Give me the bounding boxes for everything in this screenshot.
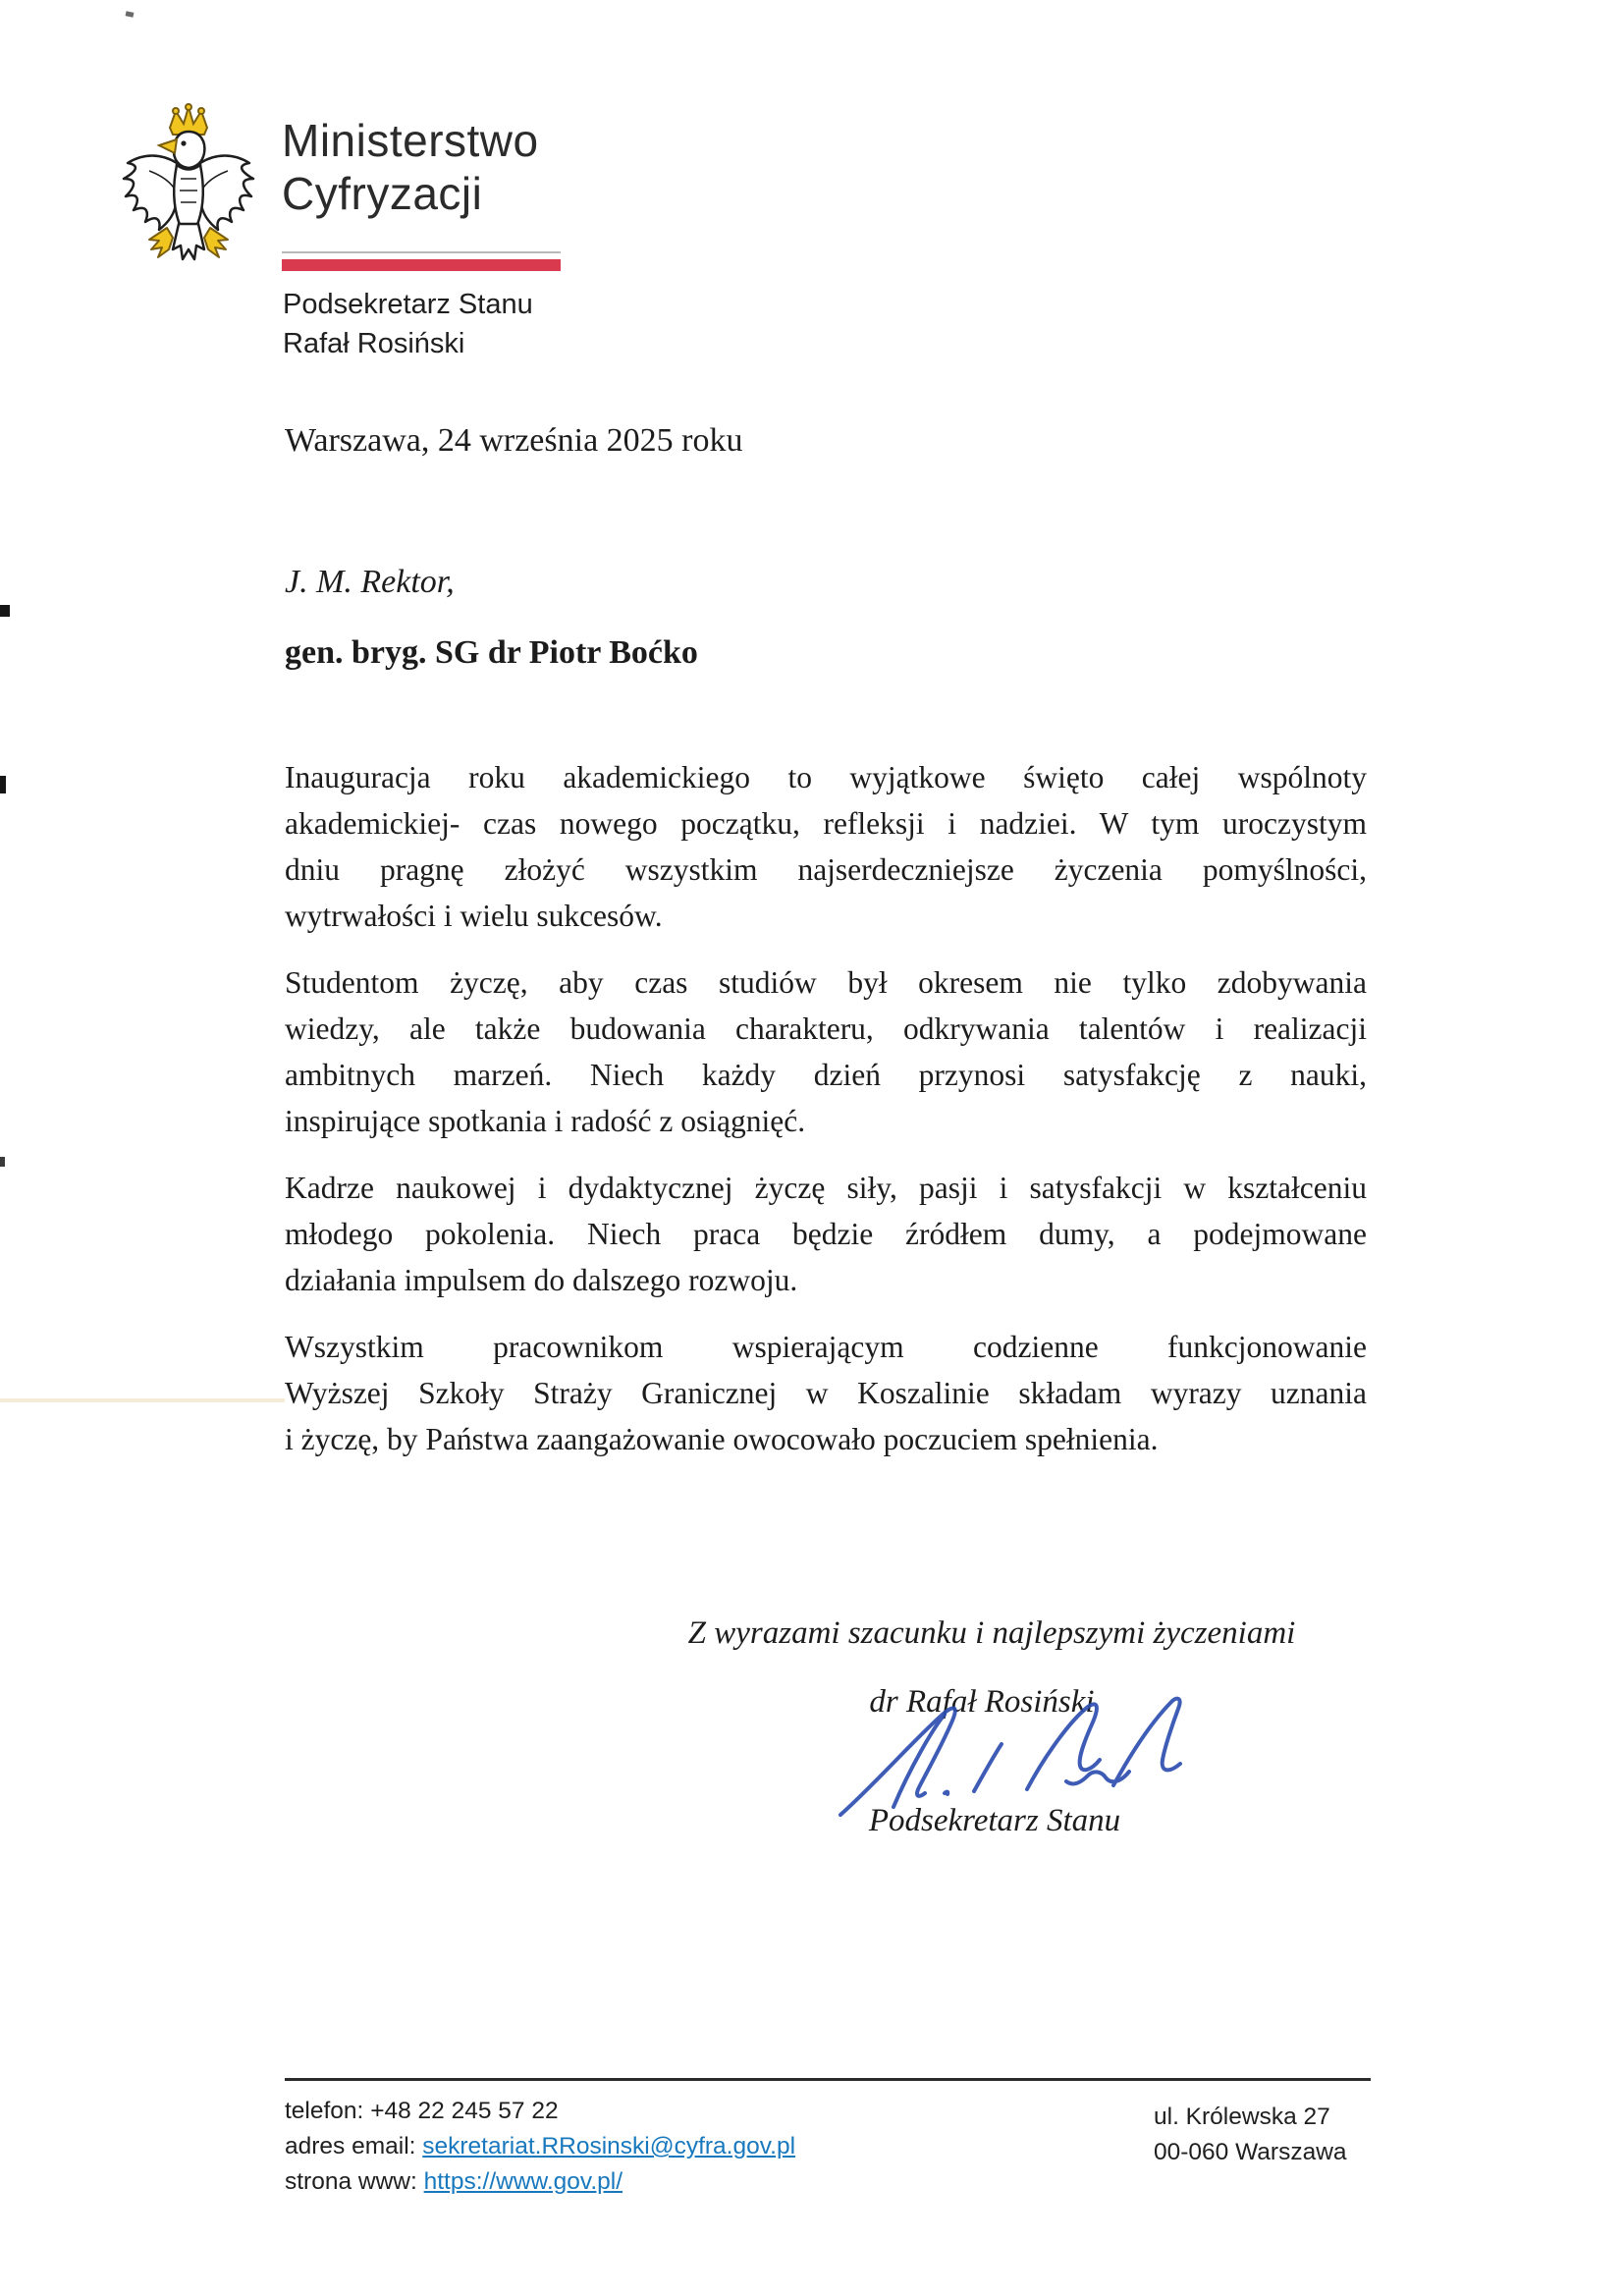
ministry-title — [282, 114, 539, 220]
addressee-role: J. M. Rektor, — [285, 564, 455, 600]
body-line: działania impulsem do dalszego rozwoju. — [285, 1263, 798, 1297]
scan-speck — [0, 776, 6, 793]
body-line: wytrwałości i wielu sukcesów. — [285, 899, 663, 933]
body-line: Inauguracja roku akademickiego to wyjątkowe święto całej wspólnoty — [285, 760, 1367, 794]
letter-body — [285, 754, 1367, 1483]
footer-address-block — [1154, 2100, 1347, 2170]
phone-label: telefon: — [285, 2098, 364, 2124]
body-line: wiedzy, ale także budowania charakteru, odkrywania talentów i realizacji — [285, 1011, 1367, 1046]
body-line: dniu pragnę złożyć wszystkim najserdeczniejsze życzenia pomyślności, — [285, 852, 1367, 887]
email-link[interactable]: sekretariat.RRosinski@cyfra.gov.pl — [422, 2133, 796, 2159]
sender-title: Podsekretarz Stanu — [283, 289, 533, 320]
body-paragraph — [285, 1165, 1367, 1303]
www-label: strona www: — [285, 2168, 417, 2195]
body-line: młodego pokolenia. Niech praca będzie źródłem dumy, a podejmowane — [285, 1217, 1367, 1251]
body-line: i życzę, by Państwa zaangażowanie owocowało poczuciem spełnienia. — [285, 1422, 1159, 1456]
body-line: Wyższej Szkoły Straży Granicznej w Koszalinie składam wyrazy uznania — [285, 1376, 1367, 1410]
closing-salutation: Z wyrazami szacunku i najlepszymi życzeniami — [687, 1615, 1296, 1651]
ministry-title-line1: Ministerstwo — [282, 115, 539, 166]
ministry-title-line2: Cyfryzacji — [282, 168, 483, 219]
address-street: ul. Królewska 27 — [1154, 2104, 1330, 2130]
sender-name: Rafał Rosiński — [283, 328, 465, 359]
body-paragraph — [285, 754, 1367, 939]
scan-speck — [126, 11, 135, 18]
footer-divider — [285, 2078, 1371, 2081]
signer-title: Podsekretarz Stanu — [868, 1803, 1121, 1838]
dateline: Warszawa, 24 września 2025 roku — [285, 422, 743, 459]
scan-speck — [0, 1157, 5, 1167]
email-label: adres email: — [285, 2133, 416, 2159]
footer-www-row — [285, 2164, 795, 2200]
body-paragraph — [285, 959, 1367, 1144]
sender-block — [283, 285, 533, 363]
body-line: Wszystkim pracownikom wspierającym codzienne funkcjonowanie — [285, 1330, 1367, 1364]
signer-name: dr Rafał Rosiński — [869, 1684, 1095, 1720]
body-line: akademickiej- czas nowego początku, refleksji i nadziei. W tym uroczystym — [285, 806, 1367, 841]
polish-eagle-emblem-icon — [114, 102, 263, 279]
addressee-name: gen. bryg. SG dr Piotr Boćko — [285, 634, 698, 671]
body-line: inspirujące spotkania i radość z osiągnięć. — [285, 1104, 806, 1138]
handwritten-signature — [835, 1691, 1198, 1829]
body-line: ambitnych marzeń. Niech każdy dzień przynosi satysfakcję z nauki, — [285, 1058, 1367, 1092]
phone-value: +48 22 245 57 22 — [370, 2098, 559, 2124]
footer-contact-block — [285, 2094, 795, 2200]
body-paragraph — [285, 1324, 1367, 1462]
footer-phone-row — [285, 2094, 795, 2129]
footer-email-row — [285, 2129, 795, 2164]
header-divider-gray — [282, 251, 561, 253]
address-city: 00-060 Warszawa — [1154, 2139, 1347, 2165]
header-accent-bar — [282, 259, 561, 271]
body-line: Kadrze naukowej i dydaktycznej życzę siły, pasji i satysfakcji w kształceniu — [285, 1171, 1367, 1205]
website-link[interactable]: https://www.gov.pl/ — [423, 2168, 623, 2195]
body-line: Studentom życzę, aby czas studiów był okresem nie tylko zdobywania — [285, 965, 1367, 1000]
scan-speck — [0, 605, 10, 617]
scan-artifact-line — [0, 1398, 285, 1402]
